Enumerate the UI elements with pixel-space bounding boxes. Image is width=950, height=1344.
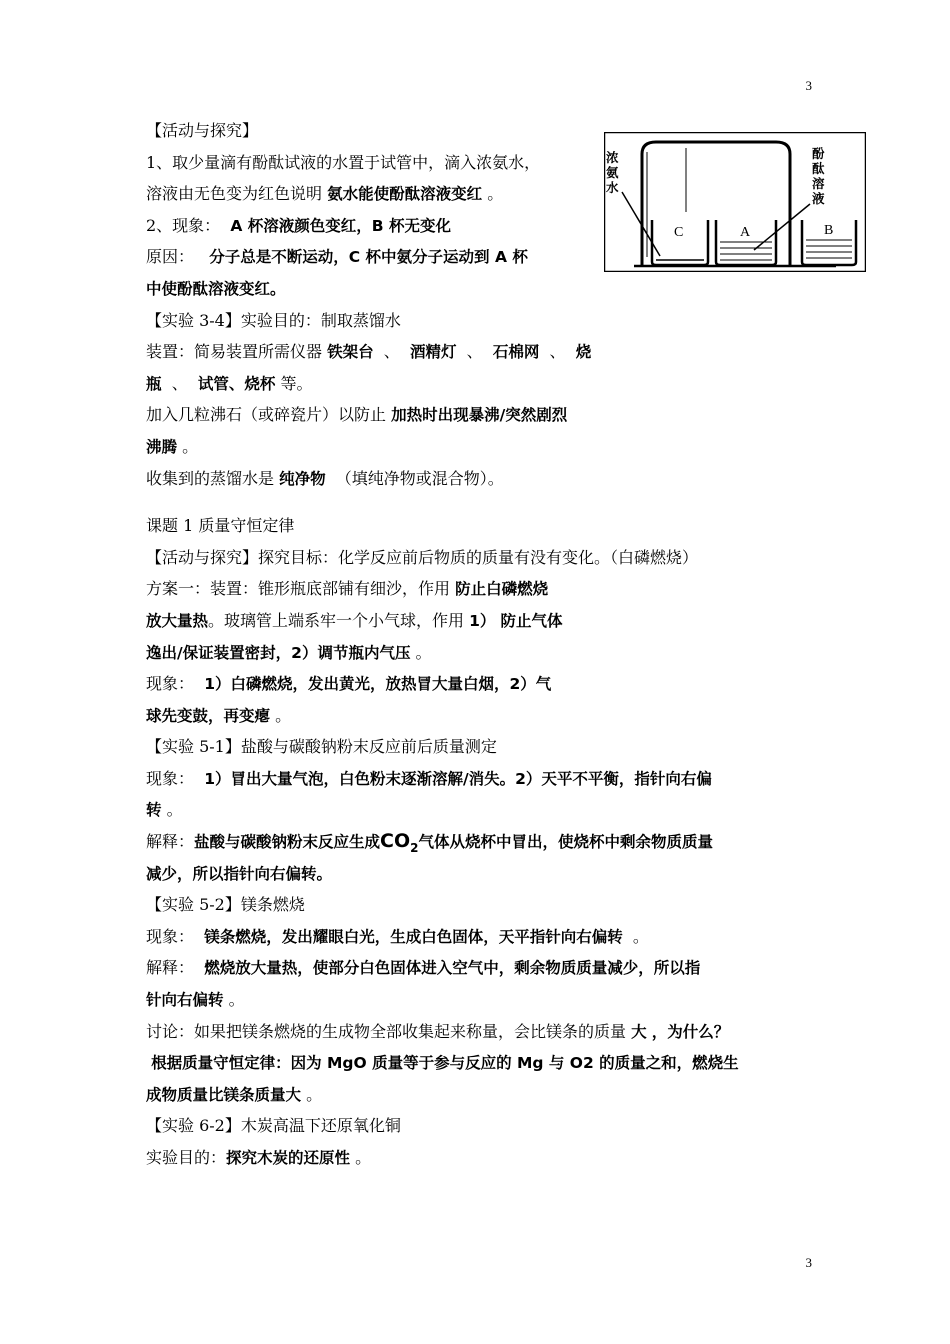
exp-3-4-line-5	[146, 463, 816, 495]
lesson-line-4	[146, 668, 816, 700]
text: 。	[632, 926, 649, 946]
lesson-line-2	[146, 605, 816, 637]
label-left-1: 浓	[606, 150, 619, 165]
answer: 减少，所以指针向右偏转。	[146, 864, 333, 883]
answer: 沸腾	[146, 437, 178, 456]
answer: 气体从烧杯中冒出，使烧杯中剩余物质质量	[418, 833, 714, 852]
exp-5-1-line-3	[146, 826, 816, 858]
text: 。	[228, 990, 245, 1010]
answer: 加热时出现暴沸/突然剧烈	[391, 406, 568, 425]
label-right-1: 酚	[812, 146, 825, 161]
answer: 1）	[469, 611, 496, 630]
page-number-bottom: 3	[805, 1255, 812, 1270]
text: 加入几粒沸石（或碎瓷片）以防止	[146, 405, 387, 425]
text: 。	[355, 1148, 372, 1167]
document-body	[146, 115, 816, 1174]
exp-3-4-line-2	[146, 368, 816, 400]
answer: 根据质量守恒定律：因为 MgO 质量等于参与反应的 Mg 与 O2 的质量之和，燃烧生	[151, 1054, 739, 1073]
label-right-4: 液	[812, 191, 825, 206]
activity-line-4	[146, 241, 816, 273]
answer: 探究木炭的还原性	[226, 1149, 351, 1167]
text: 现象：	[146, 768, 195, 788]
activity-line-3	[146, 210, 816, 242]
answer: 防止气体	[500, 611, 563, 630]
exp-5-1-line-4	[146, 858, 816, 890]
text: 解释：	[146, 832, 195, 852]
text: 。	[182, 436, 199, 456]
answer: 成物质量比镁条质量大	[146, 1085, 302, 1104]
exp-5-2-line-4	[146, 1016, 816, 1048]
activity-line-2	[146, 178, 816, 210]
beaker-c-label: C	[674, 225, 684, 240]
answer: 球先变鼓，再变瘪	[146, 706, 271, 725]
answer: 针向右偏转	[146, 991, 224, 1010]
text: （填纯净物或混合物）。	[335, 468, 504, 488]
activity-line-5	[146, 273, 816, 305]
page-number-top: 3	[805, 78, 812, 93]
text: 溶液由无色变为红色说明	[146, 184, 323, 204]
beaker-b-label: B	[824, 223, 834, 238]
text: 解释：	[146, 958, 195, 978]
answer: 1）白磷燃烧，发出黄光，放热冒大量白烟，2）气	[204, 675, 552, 694]
text: 。玻璃管上端系牢一个小气球，作用	[208, 610, 465, 630]
text: 。	[275, 705, 292, 725]
lesson-activity-header: 【活动与探究】探究目标：化学反应前后物质的质量有没有变化。（白磷燃烧）	[146, 547, 699, 567]
text: 、	[383, 342, 400, 362]
activity-line-1: 1、取少量滴有酚酞试液的水置于试管中，滴入浓氨水，	[146, 152, 541, 172]
exp-3-4-line-1	[146, 336, 816, 368]
label-right-3: 溶	[812, 176, 825, 191]
answer: 转	[146, 801, 162, 820]
answer: A 杯溶液颜色变红，B 杯无变化	[230, 216, 451, 235]
answer: 中使酚酞溶液变红。	[146, 279, 286, 298]
text: 装置：简易装置所需仪器	[146, 342, 323, 362]
text: ，为什么？	[651, 1022, 730, 1041]
section-exp-6-2-header: 【实验 6-2】木炭高温下还原氧化铜	[146, 1116, 401, 1136]
text: 。	[166, 800, 183, 820]
text: 讨论：如果把镁条燃烧的生成物全部收集起来称量，会比镁条的质量	[146, 1021, 627, 1041]
answer: 燃烧放大量热，使部分白色固体进入空气中，剩余物质质量减少，所以指	[204, 959, 701, 978]
text: 。	[306, 1084, 323, 1104]
text: 。	[487, 184, 504, 204]
exp-5-1-line-1	[146, 763, 816, 795]
text: 实验目的：	[146, 1148, 227, 1167]
answer: 铁架台	[327, 343, 374, 362]
text: 现象：	[146, 674, 195, 694]
exp-5-2-line-5	[146, 1047, 816, 1079]
co2-formula	[380, 830, 419, 855]
text: 、	[171, 373, 188, 393]
answer: 酒精灯	[409, 343, 457, 362]
answer: 瓶	[146, 374, 162, 393]
answer: 纯净物	[279, 469, 326, 488]
section-exp-5-2-header: 【实验 5-2】镁条燃烧	[146, 895, 305, 915]
answer: 分子总是不断运动，C 杯中氨分子运动到 A 杯	[209, 248, 528, 267]
exp-5-1-line-2	[146, 794, 816, 826]
exp-3-4-line-4	[146, 431, 816, 463]
lesson-line-5	[146, 700, 816, 732]
answer: 氨水能使酚酞溶液变红	[327, 185, 483, 204]
beaker-a-label: A	[740, 225, 751, 240]
answer: 石棉网	[492, 343, 540, 362]
lesson-line-3	[146, 637, 816, 669]
exp-3-4-line-3	[146, 399, 816, 431]
exp-5-2-line-6	[146, 1079, 816, 1111]
label-left-2: 氨	[606, 165, 619, 180]
section-exp-5-1-header: 【实验 5-1】盐酸与碳酸钠粉末反应前后质量测定	[146, 737, 497, 757]
lesson-line-1	[146, 573, 816, 605]
text: 2、现象：	[146, 215, 221, 235]
exp-5-2-line-1	[146, 921, 816, 953]
answer: 1）冒出大量气泡，白色粉末逐渐溶解/消失。2）天平不平衡，指针向右偏	[204, 769, 712, 788]
answer: 逸出/保证装置密封，2）调节瓶内气压	[146, 643, 411, 662]
text: CO	[380, 830, 411, 853]
answer: 大	[631, 1022, 647, 1041]
answer: 盐酸与碳酸钠粉末反应生成	[194, 833, 381, 852]
label-right-2: 酞	[812, 161, 825, 176]
answer: 试管、烧杯	[197, 374, 276, 393]
answer: 镁条燃烧，发出耀眼白光，生成白色固体，天平指针向右偏转	[204, 927, 623, 946]
text: 。	[415, 642, 432, 662]
text: 现象：	[146, 926, 195, 946]
text: 收集到的蒸馏水是	[146, 468, 275, 488]
label-left-3: 水	[606, 180, 619, 195]
text: 、	[466, 342, 483, 362]
section-activity-header: 【活动与探究】	[146, 121, 259, 140]
text: 原因：	[146, 247, 195, 267]
lesson-title: 课题 1 质量守恒定律	[146, 516, 295, 536]
answer: 烧	[575, 343, 592, 362]
text: 、	[549, 342, 566, 362]
section-exp-3-4-header: 【实验 3-4】实验目的：制取蒸馏水	[146, 310, 401, 330]
text: 方案一：装置：锥形瓶底部铺有细沙，作用	[146, 579, 451, 599]
answer: 放大量热	[146, 611, 209, 630]
exp-5-2-line-3	[146, 984, 816, 1016]
exp-5-2-line-2	[146, 952, 816, 984]
answer: 防止白磷燃烧	[455, 580, 549, 599]
exp-6-2-line-1	[146, 1142, 816, 1174]
text: 等。	[280, 373, 313, 393]
subscript: 2	[410, 840, 419, 855]
